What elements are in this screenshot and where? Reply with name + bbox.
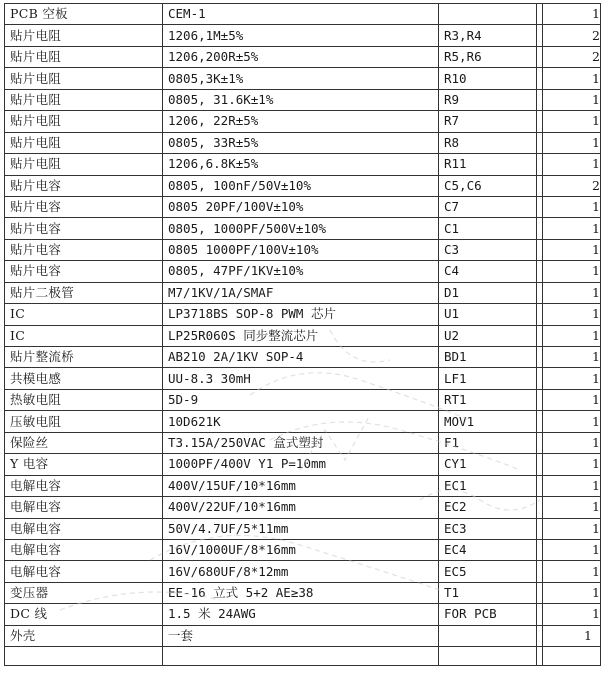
spec-cell: 1000PF/400V Y1 P=10mm	[163, 454, 439, 475]
spec-cell: M7/1KV/1A/SMAF	[163, 282, 439, 303]
bom-row	[5, 389, 601, 410]
empty-cell	[543, 647, 601, 666]
designator-cell: R3,R4	[439, 25, 537, 46]
part-name-cell: 贴片电阻	[5, 46, 163, 67]
part-name-cell: 贴片电阻	[5, 89, 163, 110]
spec-cell: 1206, 22R±5%	[163, 111, 439, 132]
designator-cell: R9	[439, 89, 537, 110]
part-name-cell: Y 电容	[5, 454, 163, 475]
spec-cell: 16V/1000UF/8*16mm	[163, 539, 439, 560]
spec-cell: T3.15A/250VAC 盒式塑封	[163, 432, 439, 453]
part-name-cell: 电解电容	[5, 561, 163, 582]
spec-cell: 一套	[163, 625, 439, 646]
part-name-cell: 贴片电阻	[5, 154, 163, 175]
bom-row	[5, 4, 601, 25]
spec-cell: EE-16 立式 5+2 AE≥38	[163, 582, 439, 603]
spec-cell: 0805, 33R±5%	[163, 132, 439, 153]
designator-cell: R8	[439, 132, 537, 153]
designator-cell: C1	[439, 218, 537, 239]
designator-cell: R11	[439, 154, 537, 175]
designator-cell: C7	[439, 196, 537, 217]
part-name-cell: IC	[5, 325, 163, 346]
part-name-cell: 电解电容	[5, 539, 163, 560]
bom-row-empty	[5, 647, 601, 666]
part-name-cell: 变压器	[5, 582, 163, 603]
bom-row	[5, 111, 601, 132]
quantity-cell: 1	[543, 518, 601, 539]
spec-cell: 1206,1M±5%	[163, 25, 439, 46]
bom-row	[5, 454, 601, 475]
spec-cell: 400V/22UF/10*16mm	[163, 497, 439, 518]
designator-cell: R5,R6	[439, 46, 537, 67]
designator-cell: D1	[439, 282, 537, 303]
designator-cell	[439, 4, 537, 25]
quantity-cell: 2	[543, 175, 601, 196]
quantity-cell: 1	[543, 561, 601, 582]
designator-cell: C3	[439, 239, 537, 260]
empty-cell	[163, 647, 439, 666]
quantity-cell: 1	[543, 68, 601, 89]
bom-row	[5, 154, 601, 175]
bom-row	[5, 68, 601, 89]
spec-cell: 0805, 31.6K±1%	[163, 89, 439, 110]
designator-cell: R10	[439, 68, 537, 89]
quantity-cell: 1	[543, 454, 601, 475]
empty-cell	[5, 647, 163, 666]
spec-cell: 16V/680UF/8*12mm	[163, 561, 439, 582]
spec-cell: 0805, 47PF/1KV±10%	[163, 261, 439, 282]
spec-cell: 400V/15UF/10*16mm	[163, 475, 439, 496]
bom-table-body	[5, 4, 601, 666]
quantity-cell: 1	[543, 604, 601, 625]
spec-cell: 0805,3K±1%	[163, 68, 439, 89]
spec-cell: 0805 1000PF/100V±10%	[163, 239, 439, 260]
part-name-cell: 贴片电阻	[5, 111, 163, 132]
bom-row	[5, 325, 601, 346]
designator-cell	[439, 625, 537, 646]
quantity-cell: 1	[543, 132, 601, 153]
quantity-cell: 1	[543, 625, 601, 646]
designator-cell: EC5	[439, 561, 537, 582]
quantity-cell: 1	[543, 154, 601, 175]
quantity-cell: 1	[543, 497, 601, 518]
bom-row	[5, 175, 601, 196]
part-name-cell: 贴片电容	[5, 218, 163, 239]
part-name-cell: 电解电容	[5, 475, 163, 496]
designator-cell: MOV1	[439, 411, 537, 432]
designator-cell: CY1	[439, 454, 537, 475]
quantity-cell: 1	[543, 582, 601, 603]
quantity-cell: 1	[543, 89, 601, 110]
quantity-cell: 1	[543, 261, 601, 282]
part-name-cell: 保险丝	[5, 432, 163, 453]
part-name-cell: 外壳	[5, 625, 163, 646]
designator-cell: EC4	[439, 539, 537, 560]
spec-cell: UU-8.3 30mH	[163, 368, 439, 389]
spec-cell: 50V/4.7UF/5*11mm	[163, 518, 439, 539]
part-name-cell: 贴片电容	[5, 175, 163, 196]
bom-row	[5, 347, 601, 368]
bom-row	[5, 561, 601, 582]
bom-row	[5, 432, 601, 453]
part-name-cell: 压敏电阻	[5, 411, 163, 432]
designator-cell: LF1	[439, 368, 537, 389]
quantity-cell: 1	[543, 539, 601, 560]
part-name-cell: 贴片二极管	[5, 282, 163, 303]
part-name-cell: DC 线	[5, 604, 163, 625]
quantity-cell: 1	[543, 304, 601, 325]
bom-row	[5, 411, 601, 432]
designator-cell: U2	[439, 325, 537, 346]
designator-cell: R7	[439, 111, 537, 132]
spec-cell: 0805, 1000PF/500V±10%	[163, 218, 439, 239]
spec-cell: AB210 2A/1KV SOP-4	[163, 347, 439, 368]
designator-cell: BD1	[439, 347, 537, 368]
designator-cell: U1	[439, 304, 537, 325]
bom-row	[5, 196, 601, 217]
bom-row	[5, 518, 601, 539]
spec-cell: LP25R060S 同步整流芯片	[163, 325, 439, 346]
designator-cell: EC3	[439, 518, 537, 539]
designator-cell: F1	[439, 432, 537, 453]
bom-row	[5, 539, 601, 560]
part-name-cell: 热敏电阻	[5, 389, 163, 410]
quantity-cell: 1	[543, 282, 601, 303]
quantity-cell: 1	[543, 389, 601, 410]
quantity-cell: 1	[543, 411, 601, 432]
bom-row	[5, 604, 601, 625]
bom-row	[5, 282, 601, 303]
bom-row	[5, 261, 601, 282]
bom-row	[5, 368, 601, 389]
bom-row	[5, 218, 601, 239]
part-name-cell: 贴片电阻	[5, 68, 163, 89]
bom-row	[5, 46, 601, 67]
part-name-cell: 贴片电阻	[5, 132, 163, 153]
designator-cell: T1	[439, 582, 537, 603]
quantity-cell: 1	[543, 325, 601, 346]
designator-cell: FOR PCB	[439, 604, 537, 625]
quantity-cell: 1	[543, 196, 601, 217]
bom-row	[5, 625, 601, 646]
part-name-cell: 贴片电阻	[5, 25, 163, 46]
quantity-cell: 1	[543, 368, 601, 389]
spec-cell: 0805, 100nF/50V±10%	[163, 175, 439, 196]
quantity-cell: 2	[543, 46, 601, 67]
bom-row	[5, 239, 601, 260]
bom-row	[5, 475, 601, 496]
part-name-cell: IC	[5, 304, 163, 325]
spec-cell: CEM-1	[163, 4, 439, 25]
part-name-cell: 贴片整流桥	[5, 347, 163, 368]
spec-cell: LP3718BS SOP-8 PWM 芯片	[163, 304, 439, 325]
spec-cell: 1.5 米 24AWG	[163, 604, 439, 625]
part-name-cell: 共模电感	[5, 368, 163, 389]
spec-cell: 0805 20PF/100V±10%	[163, 196, 439, 217]
spec-cell: 5D-9	[163, 389, 439, 410]
designator-cell: EC1	[439, 475, 537, 496]
part-name-cell: PCB 空板	[5, 4, 163, 25]
quantity-cell: 1	[543, 475, 601, 496]
bom-row	[5, 89, 601, 110]
quantity-cell: 2	[543, 25, 601, 46]
quantity-cell: 1	[543, 111, 601, 132]
designator-cell: EC2	[439, 497, 537, 518]
empty-cell	[439, 647, 537, 666]
part-name-cell: 电解电容	[5, 497, 163, 518]
bom-row	[5, 497, 601, 518]
part-name-cell: 电解电容	[5, 518, 163, 539]
bom-row	[5, 25, 601, 46]
designator-cell: C5,C6	[439, 175, 537, 196]
designator-cell: RT1	[439, 389, 537, 410]
part-name-cell: 贴片电容	[5, 196, 163, 217]
bom-row	[5, 132, 601, 153]
spec-cell: 1206,6.8K±5%	[163, 154, 439, 175]
part-name-cell: 贴片电容	[5, 261, 163, 282]
bom-table	[4, 3, 601, 666]
bom-row	[5, 304, 601, 325]
quantity-cell: 1	[543, 218, 601, 239]
quantity-cell: 1	[543, 239, 601, 260]
part-name-cell: 贴片电容	[5, 239, 163, 260]
quantity-cell: 1	[543, 347, 601, 368]
quantity-cell: 1	[543, 4, 601, 25]
spec-cell: 1206,200R±5%	[163, 46, 439, 67]
quantity-cell: 1	[543, 432, 601, 453]
spec-cell: 10D621K	[163, 411, 439, 432]
designator-cell: C4	[439, 261, 537, 282]
bom-row	[5, 582, 601, 603]
